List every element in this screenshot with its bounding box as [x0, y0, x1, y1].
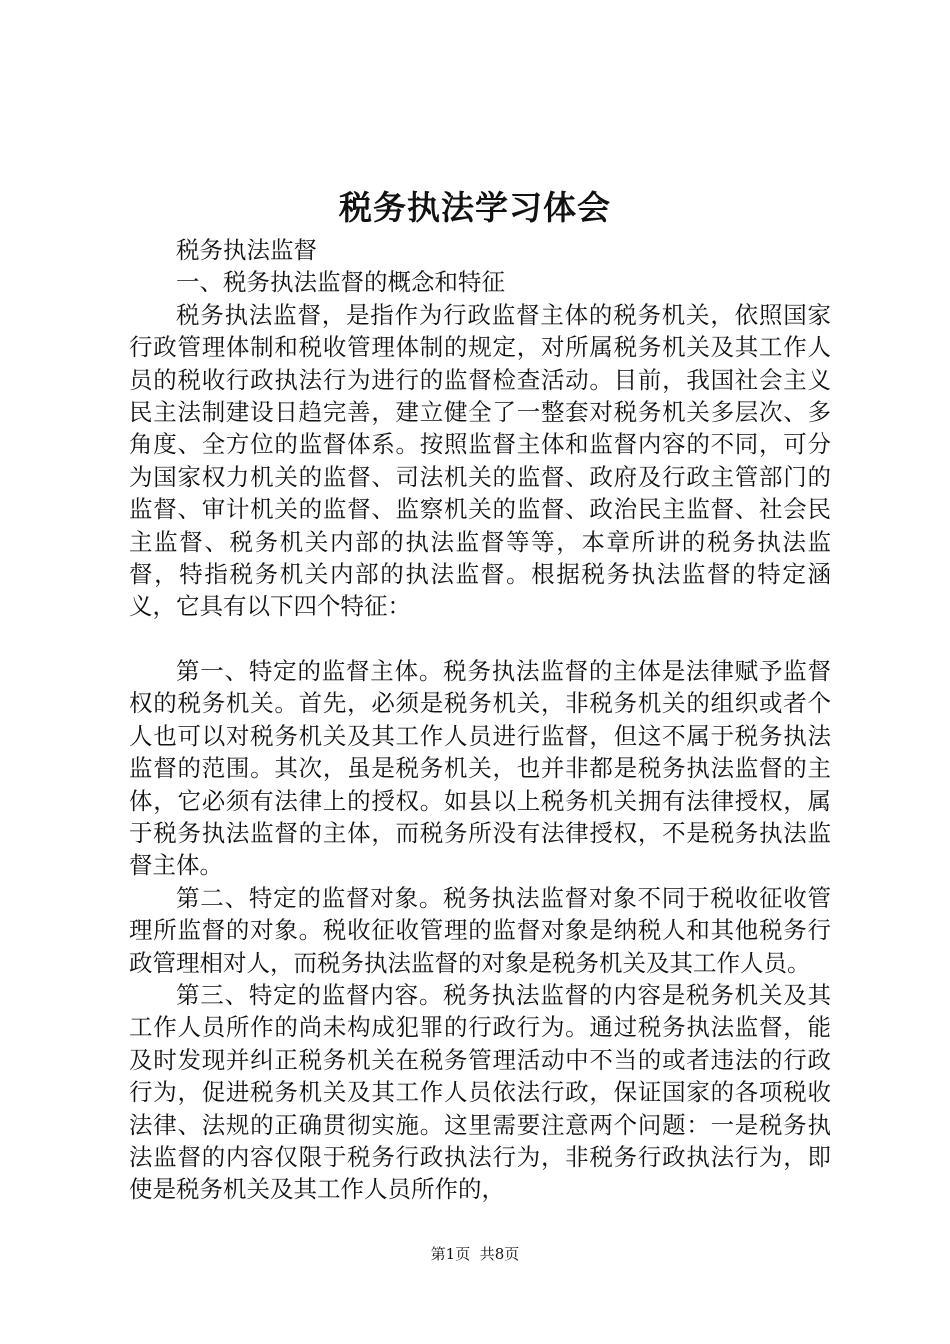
paragraph-definition: 税务执法监督，是指作为行政监督主体的税务机关，依照国家行政管理体制和税收管理体制的规定，对所属税务机关及其工作人员的税收行政执法行为进行的监督检查活动。目前，我国社会主义民主法制建设日趋完善，建立健全了一整套对税务机关多层次、多角度、全方位的监督体系。按照监督主体和监督内容的不同，可分为国家权力机关的监督、司法机关的监督、政府及行政主管部门的监督、审计机关的监督、监察机关的监督、政治民主监督、社会民主监督、税务机关内部的执法监督等等，本章所讲的税务执法监督，特指税务机关内部的执法监督。根据税务执法监督的特定涵义，它具有以下四个特征：: [129, 300, 831, 621]
footer-spacer: [470, 1245, 480, 1263]
paragraph-feature-3: 第三、特定的监督内容。税务执法监督的内容是税务机关及其工作人员所作的尚未构成犯罪的行政行为。通过税务执法监督，能及时发现并纠正税务机关在税务管理活动中不当的或者违法的行政行为，促进税务机关及其工作人员依法行政，保证国家的各项税收法律、法规的正确贯彻实施。这里需要注意两个问题：一是税务执法监督的内容仅限于税务行政执法行为，非税务行政执法行为，即使是税务机关及其工作人员所作的，: [129, 980, 831, 1204]
paragraph-feature-1: 第一、特定的监督主体。税务执法监督的主体是法律赋予监督权的税务机关。首先，必须是税务机关，非税务机关的组织或者个人也可以对税务机关及其工作人员进行监督，但这不属于税务执法监督的范围。其次，虽是税务机关，也并非都是税务执法监督的主体，它必须有法律上的授权。如县以上税务机关拥有法律授权，属于税务执法监督的主体，而税务所没有法律授权，不是税务执法监督主体。: [129, 656, 831, 880]
page-total: 共8页: [479, 1245, 520, 1263]
subsection-heading: 一、税务执法监督的概念和特征: [176, 268, 505, 297]
document-title: 税务执法学习体会: [339, 188, 611, 227]
page-footer: [0, 1244, 950, 1264]
section-heading: 税务执法监督: [176, 236, 317, 264]
paragraph-feature-2: 第二、特定的监督对象。税务执法监督对象不同于税收征收管理所监督的对象。税收征收管理的监督对象是纳税人和其他税务行政管理相对人，而税务执法监督的对象是税务机关及其工作人员。: [129, 883, 831, 977]
document-body: [129, 234, 831, 1206]
page-number: 第1页: [430, 1245, 471, 1263]
